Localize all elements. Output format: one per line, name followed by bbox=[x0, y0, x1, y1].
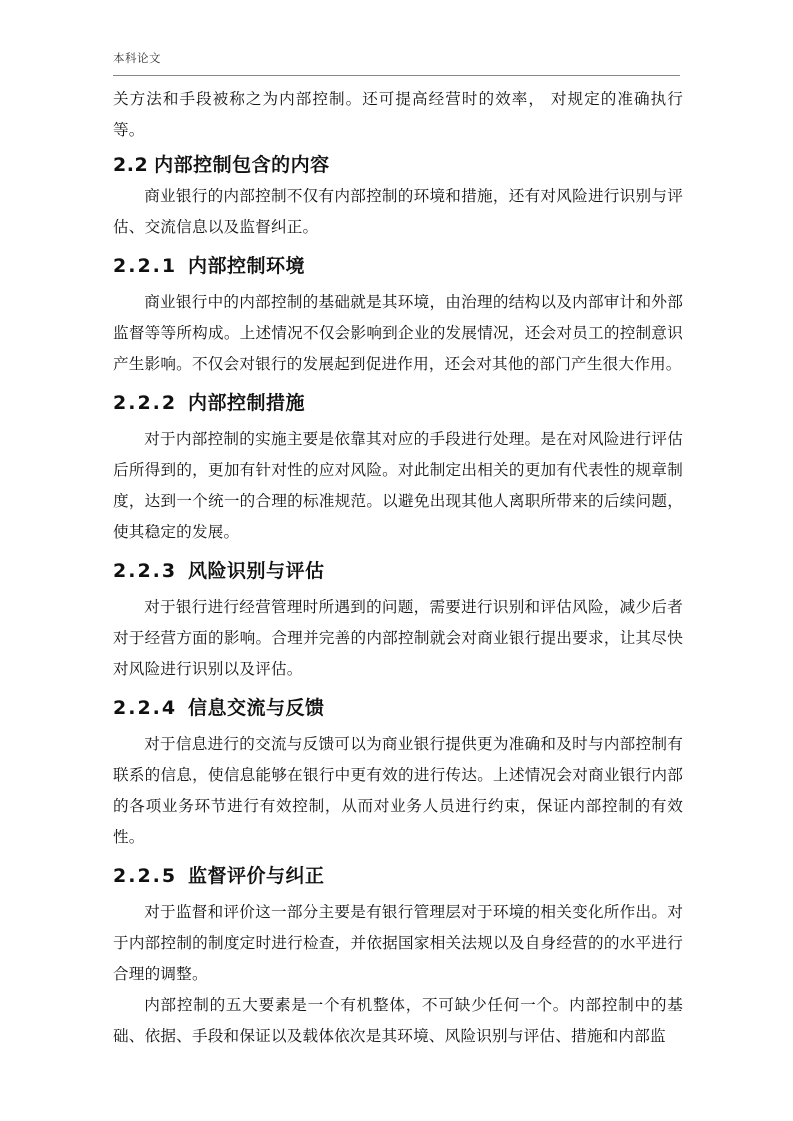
section-heading-2-2 bbox=[113, 149, 683, 181]
body-paragraph: 商业银行中的内部控制的基础就是其环境，由治理的结构以及内部审计和外部监督等等所构成。上述情况不仅会影响到企业的发展情况，还会对员工的控制意识产生影响。不仅会对银行的发展起到促进作用，还会对其他的部门产生很大作用。 bbox=[113, 293, 683, 373]
subsection-number: 2.2.5 bbox=[113, 865, 178, 887]
section-title: 内部控制包含的内容 bbox=[154, 154, 330, 176]
subsection-title: 风险识别与评估 bbox=[188, 560, 325, 582]
opening-paragraph: 关方法和手段被称之为内部控制。还可提高经营时的效率， 对规定的准确执行等。 bbox=[113, 90, 683, 139]
page-header: 本科论文 bbox=[113, 51, 161, 65]
body-paragraph: 对于监督和评价这一部分主要是有银行管理层对于环境的相关变化所作出。对于内部控制的制度定时进行检查，并依据国家相关法规以及自身经营的的水平进行合理的调整。 bbox=[113, 903, 683, 983]
body-paragraph: 内部控制的五大要素是一个有机整体，不可缺少任何一个。内部控制中的基础、依据、手段和保证以及载体依次是其环境、风险识别与评估、措施和内部监 bbox=[113, 996, 683, 1045]
document-body bbox=[113, 84, 683, 1052]
subsection-heading-2-2-1 bbox=[113, 249, 683, 283]
body-paragraph: 对于内部控制的实施主要是依靠其对应的手段进行处理。是在对风险进行评估后所得到的，更加有针对性的应对风险。对此制定出相关的更加有代表性的规章制度，达到一个统一的合理的标准规范。以避免出现其他人离职所带来的后续问题，使其稳定的发展。 bbox=[113, 430, 683, 541]
subsection-heading-2-2-4 bbox=[113, 691, 683, 725]
subsection-number: 2.2.1 bbox=[113, 255, 178, 277]
subsection-title: 内部控制环境 bbox=[188, 255, 306, 277]
subsection-heading-2-2-2 bbox=[113, 386, 683, 420]
subsection-number: 2.2.2 bbox=[113, 392, 178, 414]
subsection-number: 2.2.4 bbox=[113, 697, 178, 719]
subsection-title: 信息交流与反馈 bbox=[188, 697, 325, 719]
section-number: 2.2 bbox=[113, 154, 149, 176]
subsection-title: 内部控制措施 bbox=[188, 392, 306, 414]
header-divider bbox=[113, 75, 680, 76]
body-paragraph: 对于银行进行经营管理时所遇到的问题，需要进行识别和评估风险，减少后者对于经营方面的影响。合理并完善的内部控制就会对商业银行提出要求，让其尽快对风险进行识别以及评估。 bbox=[113, 598, 683, 678]
subsection-heading-2-2-5 bbox=[113, 859, 683, 893]
section-paragraph: 商业银行的内部控制不仅有内部控制的环境和措施，还有对风险进行识别与评估、交流信息以及监督纠正。 bbox=[113, 187, 683, 236]
body-paragraph: 对于信息进行的交流与反馈可以为商业银行提供更为准确和及时与内部控制有联系的信息，使信息能够在银行中更有效的进行传达。上述情况会对商业银行内部的各项业务环节进行有效控制，从而对业务人员进行约束，保证内部控制的有效性。 bbox=[113, 735, 683, 846]
subsection-number: 2.2.3 bbox=[113, 560, 178, 582]
subsection-heading-2-2-3 bbox=[113, 554, 683, 588]
subsection-title: 监督评价与纠正 bbox=[188, 865, 325, 887]
